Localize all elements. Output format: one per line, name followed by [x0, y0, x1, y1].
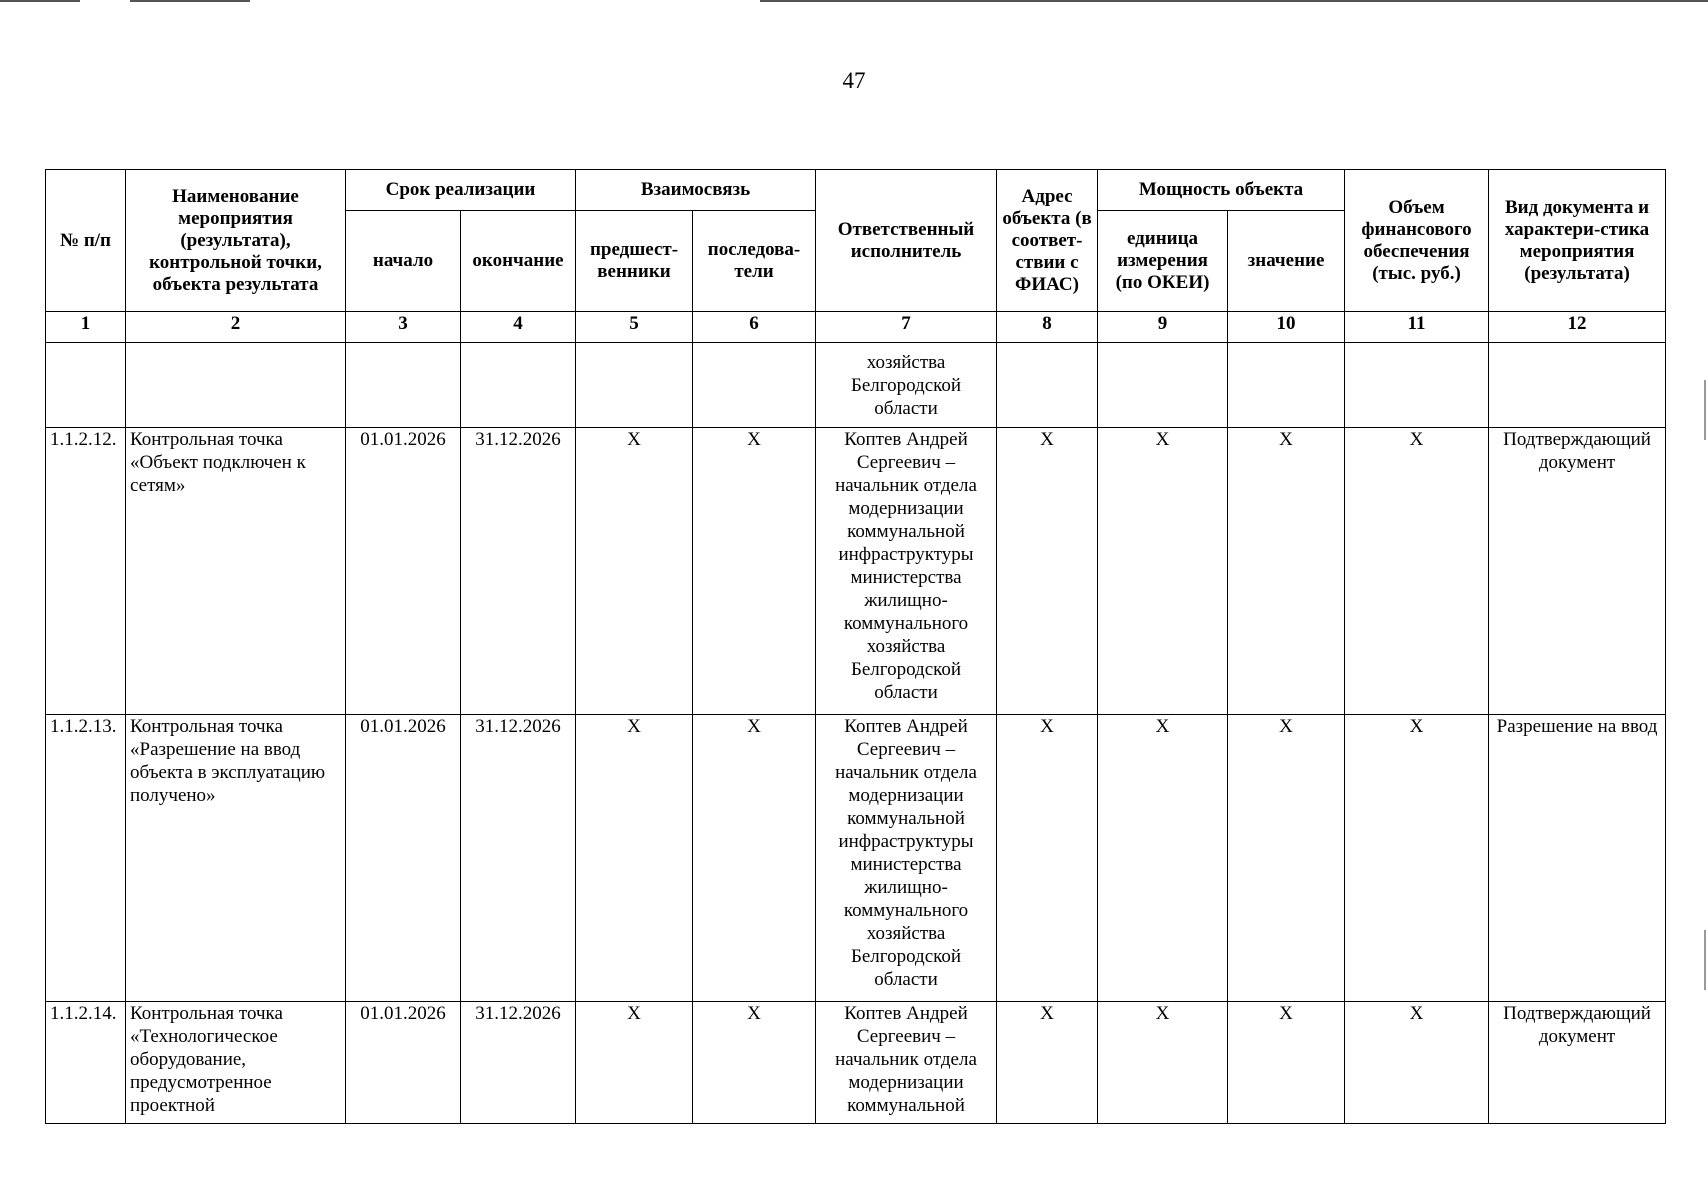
cell-next: Х: [693, 1002, 816, 1124]
header-capacity: Мощность объекта: [1098, 170, 1345, 211]
cell-address: Х: [997, 715, 1098, 1002]
scan-edge-mark: [1704, 380, 1706, 440]
cell-unit: Х: [1098, 1002, 1228, 1124]
header-executor: Ответственный исполнитель: [816, 170, 997, 312]
header-term: Срок реализации: [346, 170, 576, 211]
column-number: 9: [1098, 312, 1228, 343]
cell-executor: Коптев Андрей Сергеевич – начальник отдела модернизации коммунальной инфраструктуры министерства жилищно-коммунального хозяйства Белгородской области: [816, 715, 997, 1002]
header-address: Адрес объекта (в соответ-ствии с ФИАС): [997, 170, 1098, 312]
cell-doc: Подтверждающий документ: [1489, 1002, 1666, 1124]
cell-unit: Х: [1098, 428, 1228, 715]
column-number: 10: [1228, 312, 1345, 343]
cell-num: 1.1.2.12.: [46, 428, 126, 715]
header-finance: Объем финансового обеспечения (тыс. руб.): [1345, 170, 1489, 312]
cell-next: Х: [693, 428, 816, 715]
scan-top-line-right: [760, 0, 1708, 2]
column-number: 12: [1489, 312, 1666, 343]
cell-name: Контрольная точка «Технологическое оборудование, предусмотренное проектной: [126, 1002, 346, 1124]
cell-address: Х: [997, 428, 1098, 715]
header-link: Взаимосвязь: [576, 170, 816, 211]
page-number: 47: [842, 68, 866, 93]
cell-start: 01.01.2026: [346, 715, 461, 1002]
cell-prev: Х: [576, 715, 693, 1002]
column-number: 1: [46, 312, 126, 343]
plan-table: [45, 169, 1666, 1124]
column-number-row: [46, 312, 1666, 343]
table-row: [46, 715, 1666, 1002]
header-term-end: окончание: [461, 211, 576, 312]
header-link-next: последова-тели: [693, 211, 816, 312]
cell-doc: Разрешение на ввод: [1489, 715, 1666, 1002]
cell-executor: хозяйства Белгородской области: [816, 343, 997, 428]
cell-next: Х: [693, 715, 816, 1002]
scan-top-line-mid: [130, 0, 250, 2]
cell-name: Контрольная точка «Объект подключен к сетям»: [126, 428, 346, 715]
cell-finance: Х: [1345, 715, 1489, 1002]
header-link-prev: предшест-венники: [576, 211, 693, 312]
column-number: 8: [997, 312, 1098, 343]
cell-executor: Коптев Андрей Сергеевич – начальник отдела модернизации коммунальной: [816, 1002, 997, 1124]
cell-start: 01.01.2026: [346, 1002, 461, 1124]
column-number: 7: [816, 312, 997, 343]
column-number: 5: [576, 312, 693, 343]
cell-name: Контрольная точка «Разрешение на ввод объекта в эксплуатацию получено»: [126, 715, 346, 1002]
cell-end: 31.12.2026: [461, 428, 576, 715]
column-number: 4: [461, 312, 576, 343]
cell-doc: Подтверждающий документ: [1489, 428, 1666, 715]
scan-top-line-left: [0, 0, 80, 2]
cell-prev: Х: [576, 428, 693, 715]
cell-finance: Х: [1345, 1002, 1489, 1124]
cell-end: 31.12.2026: [461, 715, 576, 1002]
cell-value: Х: [1228, 428, 1345, 715]
cell-prev: Х: [576, 1002, 693, 1124]
cell-address: Х: [997, 1002, 1098, 1124]
scan-edge-mark: [1704, 930, 1706, 990]
cell-start: 01.01.2026: [346, 428, 461, 715]
cell-unit: Х: [1098, 715, 1228, 1002]
header-term-start: начало: [346, 211, 461, 312]
cell-num: 1.1.2.13.: [46, 715, 126, 1002]
table-row: [46, 428, 1666, 715]
cell-num: 1.1.2.14.: [46, 1002, 126, 1124]
header-doc: Вид документа и характери-стика мероприятия (результата): [1489, 170, 1666, 312]
header-capacity-value: значение: [1228, 211, 1345, 312]
column-number: 2: [126, 312, 346, 343]
cell-value: Х: [1228, 1002, 1345, 1124]
column-number: 3: [346, 312, 461, 343]
column-number: 11: [1345, 312, 1489, 343]
cell-executor: Коптев Андрей Сергеевич – начальник отдела модернизации коммунальной инфраструктуры министерства жилищно-коммунального хозяйства Белгородской области: [816, 428, 997, 715]
cell-end: 31.12.2026: [461, 1002, 576, 1124]
header-capacity-unit: единица измерения (по ОКЕИ): [1098, 211, 1228, 312]
header-num: № п/п: [46, 170, 126, 312]
table-row: [46, 1002, 1666, 1124]
table-row-continuation: [46, 343, 1666, 428]
column-number: 6: [693, 312, 816, 343]
cell-value: Х: [1228, 715, 1345, 1002]
cell-finance: Х: [1345, 428, 1489, 715]
header-name: Наименование мероприятия (результата), контрольной точки, объекта результата: [126, 170, 346, 312]
